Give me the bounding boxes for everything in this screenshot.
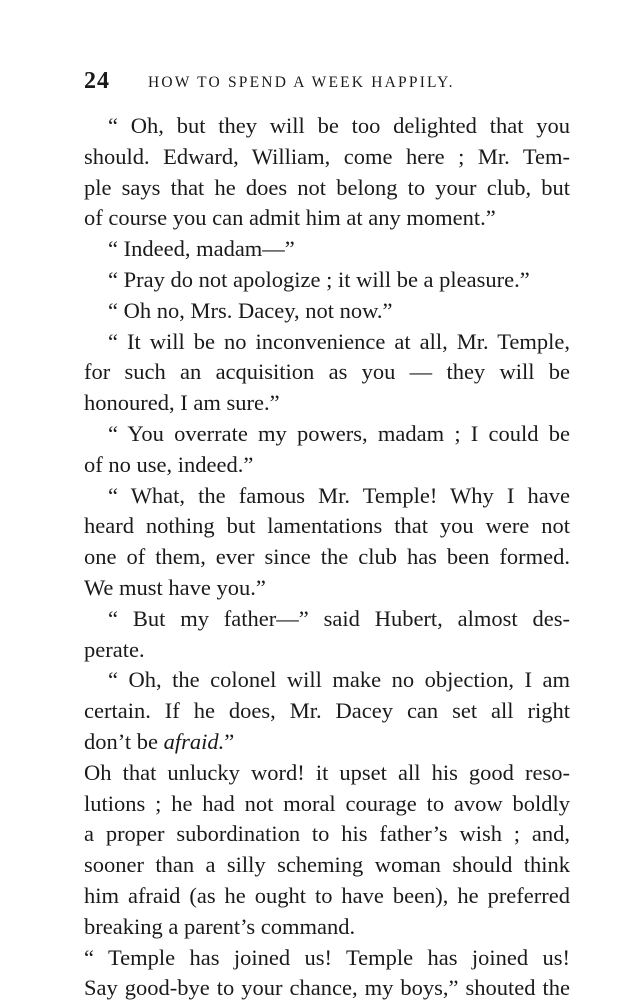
running-title: HOW TO SPEND A WEEK HAPPILY. xyxy=(148,74,455,91)
text-line-content: ple says that he does not belong to your club, but xyxy=(84,174,570,200)
text-line xyxy=(84,265,570,296)
text-line-content: of no use, indeed.” xyxy=(84,451,254,477)
text-line xyxy=(84,173,570,204)
text-line-content: don’t be xyxy=(84,728,164,754)
text-line-content: “ Oh no, Mrs. Dacey, not now.” xyxy=(108,297,393,323)
text-line-content: certain. If he does, Mr. Dacey can set all right xyxy=(84,698,570,724)
text-line xyxy=(84,357,570,388)
text-line-content: “ It will be no inconvenience at all, Mr. Temple, xyxy=(108,328,570,354)
text-line-content: “ Oh, the colonel will make no objection, I am xyxy=(108,667,570,693)
text-line xyxy=(84,789,570,820)
text-line-content: “ But my father—” said Hubert, almost des- xyxy=(108,605,570,631)
text-line xyxy=(84,203,570,234)
text-line-content: perate. xyxy=(84,636,145,662)
text-line-content: lutions ; he had not moral courage to avow boldly xyxy=(84,790,570,816)
text-line-content: should. Edward, William, come here ; Mr. Tem- xyxy=(84,143,570,169)
text-line-content: We must have you.” xyxy=(84,574,266,600)
text-line xyxy=(84,665,570,696)
text-line-content: him afraid (as he ought to have been), he preferred xyxy=(84,882,570,908)
running-head xyxy=(84,68,584,98)
text-line xyxy=(84,881,570,912)
text-line-content: “ Pray do not apologize ; it will be a pleasure.” xyxy=(108,266,530,292)
text-line xyxy=(84,327,570,358)
text-line-content: Oh that unlucky word! it upset all his good reso- xyxy=(84,759,570,785)
text-line xyxy=(84,142,570,173)
text-line xyxy=(84,573,570,604)
text-line xyxy=(84,758,570,789)
page-number: 24 xyxy=(84,68,110,94)
text-line xyxy=(84,696,570,727)
text-line-content: “ You overrate my powers, madam ; I could be xyxy=(108,420,570,446)
text-line xyxy=(84,943,570,974)
text-line xyxy=(84,635,570,666)
text-line xyxy=(84,450,570,481)
text-line-content: honoured, I am sure.” xyxy=(84,390,280,416)
text-line-content: “ Oh, but they will be too delighted that you xyxy=(108,113,570,138)
text-line xyxy=(84,604,570,635)
text-line xyxy=(84,819,570,850)
body-text xyxy=(84,111,570,1004)
text-line-content: for such an acquisition as you — they will be xyxy=(84,359,570,385)
text-line xyxy=(84,850,570,881)
text-line-content: breaking a parent’s command. xyxy=(84,913,356,939)
text-line-content: “ Indeed, madam—” xyxy=(108,236,295,262)
text-line-content: a proper subordination to his father’s wish ; and, xyxy=(84,821,570,847)
text-line xyxy=(84,111,570,142)
text-line-content: of course you can admit him at any moment.” xyxy=(84,205,496,231)
text-line xyxy=(84,542,570,573)
text-line-content: sooner than a silly scheming woman should think xyxy=(84,852,570,878)
text-line xyxy=(84,973,570,1004)
text-line xyxy=(84,296,570,327)
text-line-content: “ Temple has joined us! Temple has joined us! xyxy=(84,944,570,970)
text-line-content: “ What, the famous Mr. Temple! Why I have xyxy=(108,482,570,508)
text-line-content: heard nothing but lamentations that you were not xyxy=(84,513,570,539)
text-line xyxy=(84,419,570,450)
text-line xyxy=(84,912,570,943)
closing-quote: ” xyxy=(224,728,235,754)
text-line xyxy=(84,511,570,542)
text-line xyxy=(84,234,570,265)
text-line xyxy=(84,727,570,758)
text-line xyxy=(84,388,570,419)
text-line-content: Say good-bye to your chance, my boys,” shouted the xyxy=(84,975,570,1001)
text-line-content: one of them, ever since the club has been formed. xyxy=(84,544,570,570)
text-line xyxy=(84,481,570,512)
emphasis-text: afraid. xyxy=(163,728,225,754)
